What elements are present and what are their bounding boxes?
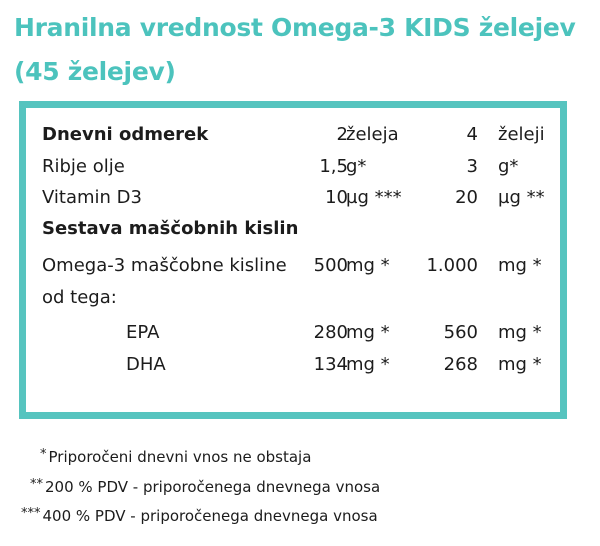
unit-2-gummies: mg * — [346, 322, 390, 343]
unit-4-gummies: mg * — [498, 255, 542, 276]
title-line-1: Hranilna vrednost Omega-3 KIDS želejev — [14, 13, 576, 42]
value-2-gummies: 500 — [313, 255, 348, 276]
footnote-text: 200 % PDV - priporočenega dnevnega vnosa — [45, 478, 381, 496]
row-label: Ribje olje — [42, 156, 125, 177]
footnote-mark: *** — [21, 506, 41, 521]
table-row — [26, 120, 560, 150]
title-line-2: (45 želejev) — [14, 57, 176, 86]
table-row — [26, 214, 560, 244]
value-2-gummies: 2 — [336, 124, 348, 145]
table-row — [26, 350, 560, 380]
footnote — [40, 442, 311, 470]
table-row — [26, 183, 560, 213]
value-2-gummies: 280 — [313, 322, 348, 343]
value-4-gummies: 4 — [466, 124, 478, 145]
row-label: od tega: — [42, 287, 117, 308]
row-label: Omega-3 maščobne kisline — [42, 255, 287, 276]
value-2-gummies: 134 — [313, 354, 348, 375]
footnote — [21, 501, 378, 529]
value-2-gummies: 1,5 — [319, 156, 348, 177]
value-4-gummies: 3 — [466, 156, 478, 177]
unit-4-gummies: želeji — [498, 124, 545, 145]
footnote-mark: * — [40, 447, 47, 462]
table-row — [26, 318, 560, 348]
footnote-text: 400 % PDV - priporočenega dnevnega vnosa — [42, 507, 378, 525]
unit-4-gummies: mg * — [498, 354, 542, 375]
footnote-text: Priporočeni dnevni vnos ne obstaja — [48, 448, 312, 466]
value-4-gummies: 1.000 — [426, 255, 478, 276]
unit-2-gummies: želeja — [346, 124, 399, 145]
unit-2-gummies: mg * — [346, 255, 390, 276]
page-title — [14, 6, 594, 94]
unit-2-gummies: g* — [346, 156, 367, 177]
table-row — [26, 152, 560, 182]
footnote — [30, 472, 380, 500]
unit-4-gummies: g* — [498, 156, 519, 177]
value-4-gummies: 560 — [443, 322, 478, 343]
unit-4-gummies: µg ** — [498, 187, 545, 208]
row-label: Dnevni odmerek — [42, 124, 209, 145]
table-row — [26, 283, 560, 313]
footnote-mark: ** — [30, 477, 43, 492]
unit-2-gummies: µg *** — [346, 187, 402, 208]
row-label: Vitamin D3 — [42, 187, 142, 208]
value-4-gummies: 20 — [455, 187, 478, 208]
unit-4-gummies: mg * — [498, 322, 542, 343]
row-label: EPA — [126, 322, 160, 343]
row-label: DHA — [126, 354, 166, 375]
table-row — [26, 251, 560, 281]
unit-2-gummies: mg * — [346, 354, 390, 375]
value-2-gummies: 10 — [325, 187, 348, 208]
nutrition-table — [19, 101, 567, 419]
value-4-gummies: 268 — [443, 354, 478, 375]
row-label: Sestava maščobnih kislin — [42, 218, 299, 239]
